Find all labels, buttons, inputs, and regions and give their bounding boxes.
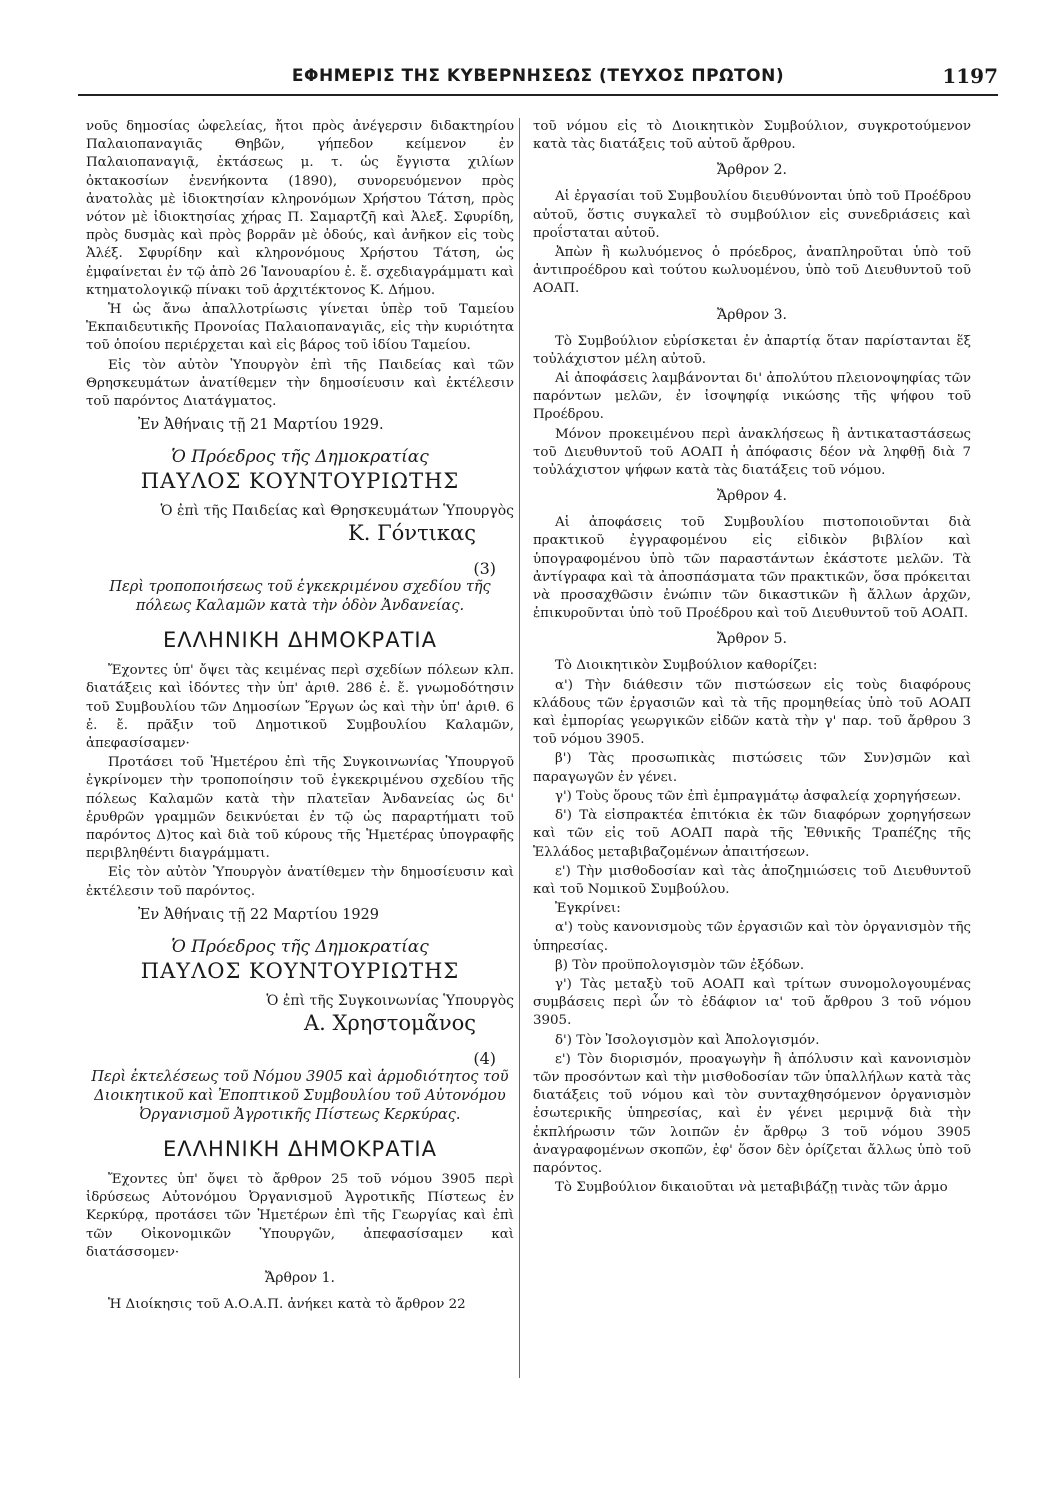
list-item: ε') Τὴν μισθοδοσίαν καὶ τὰς ἀποζημιώσεις τοῦ Διευθυντοῦ καὶ τοῦ Νομικοῦ Συμβούλου. — [533, 863, 971, 897]
republic-heading: ΕΛΛΗΝΙΚΗ ΔΗΜΟΚΡΑΤΙΑ — [163, 1136, 437, 1161]
paragraph: Τὸ Συμβούλιον εὑρίσκεται ἐν ἀπαρτίᾳ ὅταν παρίστανται ἕξ τοὐλάχιστον μέλη αὐτοῦ. — [533, 333, 971, 367]
article-heading: Ἄρθρον 1. — [265, 1269, 335, 1286]
article-heading: Ἄρθρον 3. — [717, 306, 787, 323]
list-item: α') τοὺς κανονισμοὺς τῶν ἐργασιῶν καὶ τὸν ὀργανισμὸν τῆς ὑπηρεσίας. — [533, 920, 971, 954]
paragraph: Αἱ ἐργασίαι τοῦ Συμβουλίου διευθύνονται ὑπὸ τοῦ Προέδρου αὐτοῦ, ὅστις συγκαλεῖ τὸ συμβούλιον εἰς συνεδριάσεις καὶ προΐσταται αὐτοῦ. — [533, 189, 971, 241]
paragraph: Ἔχοντες ὑπ' ὄψει τὰς κειμένας περὶ σχεδίων πόλεων κλπ. διατάξεις καὶ ἰδόντες τὴν ὑπ' ἀριθ. 286 ἐ. ἔ. γνωμοδότησιν τοῦ Συμβουλίου τῶν Δημοσίων Ἔργων ὡς καὶ τὴν ὑπ' ἀριθ. 6 ἐ. ἔ. πρᾶξιν τοῦ Δημοτικοῦ Συμβουλίου Καλαμῶν, ἀπεφασίσαμεν· — [86, 663, 514, 752]
president-title: Ὁ Πρόεδρος τῆς Δημοκρατίας — [171, 936, 429, 957]
paragraph: Αἱ ἀποφάσεις λαμβάνονται δι' ἀπολύτου πλειονοψηφίας τῶν παρόντων μελῶν, ἐν ἰσοψηφίᾳ νικώσης τῆς ψήφου τοῦ Προέδρου. — [533, 371, 971, 423]
paragraph: Προτάσει τοῦ Ἡμετέρου ἐπὶ τῆς Συγκοινωνίας Ὑπουργοῦ ἐγκρίνομεν τὴν τροποποίησιν τοῦ ἐγκεκριμένου σχεδίου τῆς πόλεως Καλαμῶν κατὰ τὴν πλατεῖαν Ἀνδανείας ὡς δι' ἐρυθρῶν γραμμῶν δεικνύεται ἐν τῷ ὡς παραρτήματι τοῦ παρόντος Δ)τος καὶ διὰ τοῦ κύρους τῆς Ἡμετέρας ὑπογραφῆς περιβληθέντι διαγράμματι. — [86, 755, 514, 862]
president-name: ΠΑΥΛΟΣ ΚΟΥΝΤΟΥΡΙΩΤΗΣ — [140, 469, 460, 494]
paragraph: Εἰς τὸν αὐτὸν Ὑπουργὸν ἐπὶ τῆς Παιδείας καὶ τῶν Θρησκευμάτων ἀνατίθεμεν τὴν δημοσίευσιν καὶ ἐκτέλεσιν τοῦ παρόντος Διατάγματος. — [86, 357, 514, 410]
paragraph: Ἡ Διοίκησις τοῦ Α.Ο.Α.Π. ἀνήκει κατὰ τὸ ἄρθρον 22 — [108, 1296, 466, 1312]
paragraph: Ἔχοντες ὑπ' ὄψει τὸ ἄρθρον 25 τοῦ νόμου 3905 περὶ ἱδρύσεως Αὐτονόμου Ὀργανισμοῦ Ἀγροτικῆς Πίστεως ἐν Κερκύρᾳ, προτάσει τῶν Ἡμετέρων ἐπὶ τῆς Γεωργίας καὶ ἐπὶ τῶν Οἰκονομικῶν Ὑπουργῶν, ἀπεφασίσαμεν καὶ διατάσσομεν· — [86, 1171, 514, 1260]
article-heading: Ἄρθρον 4. — [717, 488, 787, 505]
column-divider — [519, 118, 520, 1378]
minister-name: Κ. Γόντικας — [348, 521, 476, 546]
president-name: ΠΑΥΛΟΣ ΚΟΥΝΤΟΥΡΙΩΤΗΣ — [140, 958, 460, 983]
decree-date: Ἐν Ἀθήναις τῇ 21 Μαρτίου 1929. — [138, 417, 384, 434]
article-heading: Ἄρθρον 5. — [717, 631, 787, 648]
decree-number: (3) — [473, 559, 496, 579]
paragraph: Ἡ ὡς ἄνω ἀπαλλοτρίωσις γίνεται ὑπὲρ τοῦ Ταμείου Ἐκπαιδευτικῆς Προνοίας Παλαιοπαναγιᾶς, εἰς τὴν κυριότητα τοῦ ὁποίου περιέρχεται καὶ εἰς βάρος τοῦ ἰδίου Ταμείου. — [86, 302, 514, 354]
page-number: 1197 — [942, 64, 998, 88]
paragraph: Τὸ Συμβούλιον δικαιοῦται νὰ μεταβιβάζῃ τινὰς τῶν ἁρμο — [555, 1180, 948, 1196]
minister-title: Ὁ ἐπὶ τῆς Παιδείας καὶ Θρησκευμάτων Ὑπουργὸς — [160, 503, 514, 520]
left-column — [86, 118, 514, 1315]
minister-title: Ὁ ἐπὶ τῆς Συγκοινωνίας Ὑπουργὸς — [266, 992, 514, 1009]
republic-heading: ΕΛΛΗΝΙΚΗ ΔΗΜΟΚΡΑΤΙΑ — [163, 628, 437, 653]
gazette-title: ΕΦΗΜΕΡΙΣ ΤΗΣ ΚΥΒΕΡΝΗΣΕΩΣ (ΤΕΥΧΟΣ ΠΡΩΤΟΝ) — [291, 66, 785, 86]
decree-number: (4) — [473, 1048, 496, 1068]
paragraph: νοῦς δημοσίας ὠφελείας, ἤτοι πρὸς ἀνέγερσιν διδακτηρίου Παλαιοπαναγιᾶς Θηβῶν, γήπεδον κείμενον ἐν Παλαιοπαναγιᾷ, ἐκτάσεως μ. τ. ὡς ἔγγιστα χιλίων ὀκτακοσίων ἐνενήκοντα (1890), συνορευόμενον πρὸς ἀνατολὰς μὲ ἰδιοκτησίαν κληρονόμων Χρήστου Τάτση, πρὸς νότον μὲ ἰδιοκτησίας χήρας Π. Σαμαρτζῆ καὶ Ἀλεξ. Σφυρίδη, πρὸς δυσμὰς καὶ πρὸς βορρᾶν μὲ ὁδούς, καὶ ἀνῆκον εἰς τοὺς Ἀλέξ. Σφυρίδην καὶ κληρονόμους Χρήστου Τάτση, ὡς ἐμφαίνεται ἐν τῷ ἀπὸ 26 Ἰανουαρίου ἐ. ἔ. σχεδιαγράμματι καὶ κτηματολογικῷ πίνακι τοῦ ἀρχιτέκτονος Κ. Δήμου. — [86, 119, 514, 298]
list-item: α') Τὴν διάθεσιν τῶν πιστώσεων εἰς τοὺς διαφόρους κλάδους τῶν ἐργασιῶν καὶ τὰ τῆς προμηθείας ὑπὸ τοῦ ΑΟΑΠ καὶ ἐμπορίας γεωργικῶν εἰδῶν κατὰ τὴν γ' παρ. τοῦ ἄρθρου 3 τοῦ νόμου 3905. — [533, 677, 971, 748]
list-item: γ') Τοὺς ὅρους τῶν ἐπὶ ἐμπραγμάτῳ ἀσφαλείᾳ χορηγήσεων. — [555, 788, 962, 804]
list-item: δ') Τὸν Ἰσολογισμὸν καὶ Ἀπολογισμόν. — [555, 1032, 820, 1048]
decree-date: Ἐν Ἀθήναις τῇ 22 Μαρτίου 1929 — [138, 906, 380, 923]
header-rule — [78, 94, 998, 96]
paragraph: τοῦ νόμου εἰς τὸ Διοικητικὸν Συμβούλιον, συγκροτούμενον κατὰ τὰς διατάξεις τοῦ αὐτοῦ ἄρθρου. — [533, 119, 971, 153]
page-header — [78, 64, 998, 94]
president-title: Ὁ Πρόεδρος τῆς Δημοκρατίας — [171, 447, 429, 468]
list-item: δ') Τὰ εἰσπρακτέα ἐπιτόκια ἐκ τῶν διαφόρων χορηγήσεων καὶ τῶν εἰς τοῦ ΑΟΑΠ παρὰ τῆς Ἐθνικῆς Τραπέζης τῆς Ἑλλάδος μεταβιβαζομένων ἀπαιτήσεων. — [533, 808, 971, 860]
paragraph: Ἀπὼν ἢ κωλυόμενος ὁ πρόεδρος, ἀναπληροῦται ὑπὸ τοῦ ἀντιπροέδρου καὶ τούτου κωλυομένου, ὑπὸ τοῦ Διευθυντοῦ τοῦ ΑΟΑΠ. — [533, 245, 971, 297]
list-item: ε') Τὸν διορισμόν, προαγωγὴν ἢ ἀπόλυσιν καὶ κανονισμὸν τῶν προσόντων καὶ τὴν μισθοδοσίαν τῶν ὑπαλλήλων κατὰ τὰς διατάξεις τοῦ νόμου καὶ τὸν συνταχθησόμενον ὀργανισμὸν ἐσωτερικῆς ὑπηρεσίας, καὶ ἐν γένει μεριμνᾷ διὰ τὴν ἐκπλήρωσιν τῶν λοιπῶν ἐν ἄρθρῳ 3 τοῦ νόμου 3905 ἀναγραφομένων σκοπῶν, ἐφ' ὅσον δὲν ὁρίζεται ἄλλως ὑπὸ τοῦ παρόντος. — [533, 1051, 971, 1176]
right-column — [533, 118, 971, 1198]
article-heading: Ἄρθρον 2. — [717, 162, 787, 179]
decree-title: Περὶ τροποποιήσεως τοῦ ἐγκεκριμένου σχεδίου τῆς πόλεως Καλαμῶν κατὰ τὴν ὁδὸν Ἀνδανείας. — [109, 579, 491, 615]
list-item: γ') Τὰς μεταξὺ τοῦ ΑΟΑΠ καὶ τρίτων συνομολογουμένας συμβάσεις περὶ ὧν τὸ ἐδάφιον ια' τοῦ ἄρθρου 3 τοῦ νόμου 3905. — [533, 976, 971, 1029]
paragraph: Αἱ ἀποφάσεις τοῦ Συμβουλίου πιστοποιοῦνται διὰ πρακτικοῦ ἐγγραφομένου εἰς εἰδικὸν βιβλίον καὶ ὑπογραφομένου ὑπὸ τῶν παραστάντων ἑκάστοτε μελῶν. Τὰ ἀντίγραφα καὶ τὰ ἀποσπάσματα τῶν πρακτικῶν, ὅσα πρόκειται νὰ προσαχθῶσιν ἐνώπιν τῶν δικαστικῶν ἢ ἄλλων ἀρχῶν, ἐπικυροῦνται ὑπὸ τοῦ Προέδρου καὶ τοῦ Διευθυντοῦ τοῦ ΑΟΑΠ. — [533, 515, 971, 622]
list-item: β') Τὰς προσωπικὰς πιστώσεις τῶν Συν)σμῶν καὶ παραγωγῶν ἐν γένει. — [533, 751, 971, 785]
decree-title: Περὶ ἐκτελέσεως τοῦ Νόμου 3905 καὶ ἁρμοδιότητος τοῦ Διοικητικοῦ καὶ Ἐποπτικοῦ Συμβουλίου τοῦ Αὐτονόμου Ὀργανισμοῦ Ἀγροτικῆς Πίστεως Κερκύρας. — [91, 1068, 509, 1123]
paragraph: Εἰς τὸν αὐτὸν Ὑπουργὸν ἀνατίθεμεν τὴν δημοσίευσιν καὶ ἐκτέλεσιν τοῦ παρόντος. — [86, 865, 514, 899]
minister-name: Α. Χρηστομᾶνος — [304, 1010, 476, 1035]
paragraph: Μόνον προκειμένου περὶ ἀνακλήσεως ἢ ἀντικαταστάσεως τοῦ Διευθυντοῦ τοῦ ΑΟΑΠ ἡ ἀπόφασις δέον νὰ ληφθῇ διὰ 7 τοὐλάχιστον ψήφων κατὰ τὰς διατάξεις τοῦ νόμου. — [533, 426, 971, 479]
list-item: β) Τὸν προϋπολογισμὸν τῶν ἐξόδων. — [555, 957, 805, 973]
paragraph: Ἐγκρίνει: — [555, 901, 621, 917]
paragraph: Τὸ Διοικητικὸν Συμβούλιον καθορίζει: — [555, 658, 818, 674]
